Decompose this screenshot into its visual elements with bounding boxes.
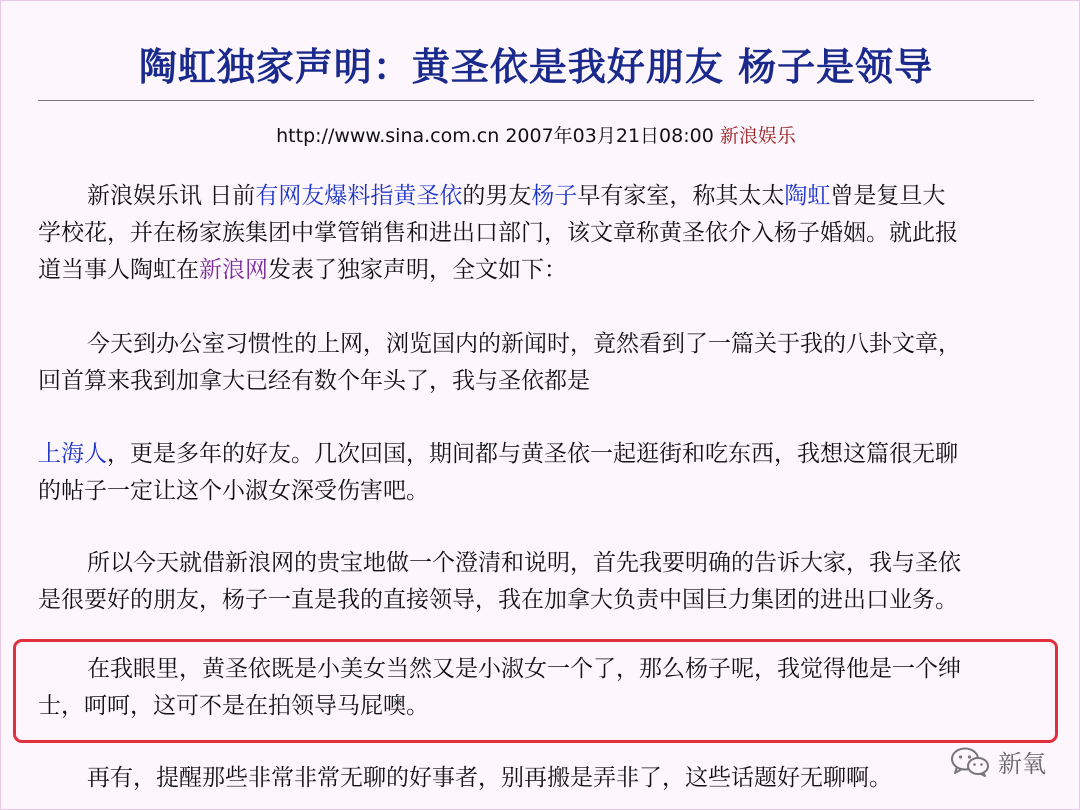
watermark-text: 新氧 [998,750,1046,778]
link-netizen-report[interactable]: 有网友爆料指黄圣依 [255,183,463,209]
paragraph-2 [38,326,1038,400]
paragraph-1-line-2: 学校花，并在杨家族集团中掌管销售和进出口部门，该文章称黄圣依介入杨子婚姻。就此报 [38,220,958,246]
link-sina[interactable]: 新浪网 [199,257,268,283]
paragraph-2-line-1: 今天到办公室习惯性的上网，浏览国内的新闻时，竟然看到了一篇关于我的八卦文章， [87,331,961,357]
link-shanghai[interactable]: 上海人 [38,441,107,467]
text-span: 新浪娱乐讯 日前 [87,183,256,209]
watermark [950,744,1046,779]
text-span: 早有家室，称其太太 [577,183,785,209]
text-span: 曾是复旦大 [830,183,946,209]
paragraph-5-line-1: 在我眼里，黄圣依既是小美女当然又是小淑女一个了，那么杨子呢，我觉得他是一个绅 [87,656,961,682]
article-meta [38,121,1034,148]
paragraph-3 [38,436,1038,510]
paragraph-3-line-2: 的帖子一定让这个小淑女深受伤害吧。 [38,478,429,504]
text-span: ，更是多年的好友。几次回国，期间都与黄圣依一起逛街和吃东西，我想这篇很无聊 [107,441,958,467]
paragraph-1-line-3 [38,252,1038,289]
paragraph-6 [38,760,1038,797]
paragraph-3-line-1 [38,436,1038,473]
paragraph-4-line-1: 所以今天就借新浪网的贵宝地做一个澄清和说明，首先我要明确的告诉大家，我与圣依 [87,550,961,576]
paragraph-6-line-1: 再有，提醒那些非常非常无聊的好事者，别再搬是弄非了，这些话题好无聊啊。 [87,765,892,791]
text-span: 发表了独家声明，全文如下： [268,257,567,283]
paragraph-2-line-2: 回首算来我到加拿大已经有数个年头了，我与圣依都是 [38,368,590,394]
wechat-icon [950,746,990,778]
link-yangzi[interactable]: 杨子 [531,183,578,209]
paragraph-5-line-2: 士，呵呵，这可不是在拍领导马屁噢。 [38,693,429,719]
paragraph-4 [38,545,1038,619]
paragraph-1 [38,178,1038,289]
meta-datetime: 2007年03月21日08:00 [505,125,714,147]
link-taohong[interactable]: 陶虹 [784,183,831,209]
article-title: 陶虹独家声明：黄圣依是我好朋友 杨子是领导 [138,45,934,89]
meta-url: http://www.sina.com.cn [276,125,500,147]
meta-source-link[interactable]: 新浪娱乐 [719,125,796,147]
paragraph-4-line-2: 是很要好的朋友，杨子一直是我的直接领导，我在加拿大负责中国巨力集团的进出口业务。 [38,587,958,613]
text-span: 道当事人陶虹在 [38,257,199,283]
paragraph-1-line-1 [38,178,1038,215]
title-divider [38,100,1034,101]
paragraph-5 [38,651,1038,725]
text-span: 的男友 [462,183,532,209]
